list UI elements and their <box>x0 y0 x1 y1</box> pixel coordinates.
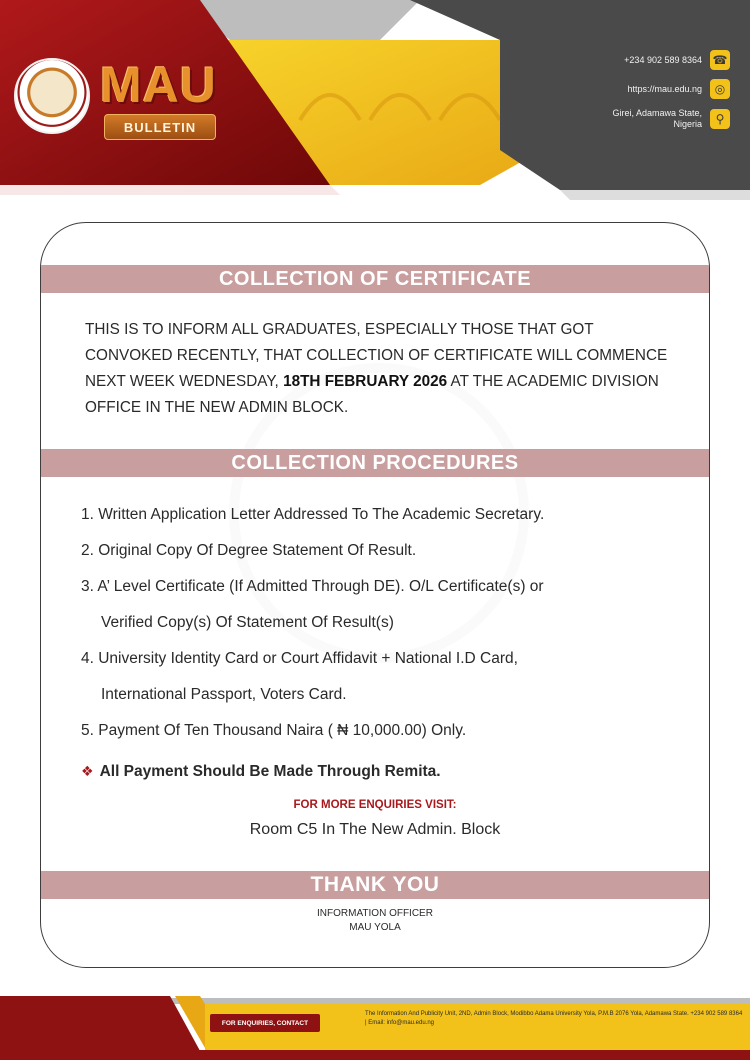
payment-note-text: All Payment Should Be Made Through Remita. <box>99 763 441 780</box>
footer-contact-text: The Information And Publicity Unit, 2ND, Admin Block, Modibbo Adama University Yola, P.M.B 2076 Yola, Adamawa State. +234 902 589 8364 | Email: info@mau.edu.ng <box>365 1011 743 1026</box>
enquiries-label: FOR MORE ENQUIRIES VISIT: <box>293 799 457 811</box>
contact-website-text[interactable]: https://mau.edu.ng <box>627 83 702 94</box>
procedure-step-text: 2. Original Copy Of Degree Statement Of Result. <box>81 542 417 559</box>
location-icon: ⚲ <box>710 109 730 129</box>
university-seal-logo <box>14 58 90 134</box>
notice-body-before: THIS IS TO INFORM ALL GRADUATES, ESPECIALLY THOSE THAT GOT CONVOKED RECENTLY, THAT COLLECTION OF CERTIFICATE WILL COMMENCE NEXT WEEK WEDNESDAY, <box>85 321 668 390</box>
procedure-step-text: 4. University Identity Card or Court Affidavit + National I.D Card, <box>81 650 518 667</box>
procedure-step-continuation: Verified Copy(s) Of Statement Of Result(s) <box>101 614 394 631</box>
procedure-step <box>81 641 691 713</box>
procedures-list <box>81 497 691 749</box>
brand-subtitle: BULLETIN <box>104 114 216 140</box>
diamond-bullet-icon: ❖ <box>81 763 94 779</box>
signatory-title: INFORMATION OFFICER <box>317 908 433 919</box>
header-banner <box>0 0 750 200</box>
phone-icon: ☎ <box>710 50 730 70</box>
procedure-step <box>81 533 691 569</box>
brand-name: MAU <box>100 57 217 113</box>
procedure-step <box>81 569 691 641</box>
notice-date: 18TH FEBRUARY 2026 <box>283 373 448 390</box>
contact-address-text: Girei, Adamawa State, Nigeria <box>612 108 702 129</box>
notice-title: COLLECTION OF CERTIFICATE <box>41 265 709 293</box>
procedure-step <box>81 713 691 749</box>
contact-phone <box>540 50 730 70</box>
footer-contact-label: FOR ENQUIRIES, CONTACT <box>210 1014 320 1032</box>
contact-list <box>540 50 730 139</box>
footer-bar <box>0 994 750 1060</box>
procedure-step-text: 5. Payment Of Ten Thousand Naira ( ₦ 10,000.00) Only. <box>81 722 467 739</box>
procedure-step-text: 3. A’ Level Certificate (If Admitted Through DE). O/L Certificate(s) or <box>81 578 544 595</box>
payment-note <box>81 757 441 786</box>
procedure-step-text: 1. Written Application Letter Addressed To The Academic Secretary. <box>81 506 545 523</box>
contact-phone-text: +234 902 589 8364 <box>624 54 702 65</box>
contact-address <box>540 108 730 130</box>
notice-body-after: AT THE ACADEMIC DIVISION OFFICE IN THE NEW ADMIN BLOCK. <box>85 373 659 416</box>
notice-body <box>85 317 685 421</box>
procedure-step-continuation: International Passport, Voters Card. <box>101 686 347 703</box>
procedure-step <box>81 497 691 533</box>
notice-card <box>40 222 710 968</box>
contact-website[interactable] <box>540 79 730 99</box>
enquiries-location: Room C5 In The New Admin. Block <box>249 821 501 838</box>
procedures-title: COLLECTION PROCEDURES <box>41 449 709 477</box>
signatory-org: MAU YOLA <box>349 922 401 933</box>
globe-icon: ◎ <box>710 79 730 99</box>
thank-you-banner: THANK YOU <box>41 871 709 899</box>
